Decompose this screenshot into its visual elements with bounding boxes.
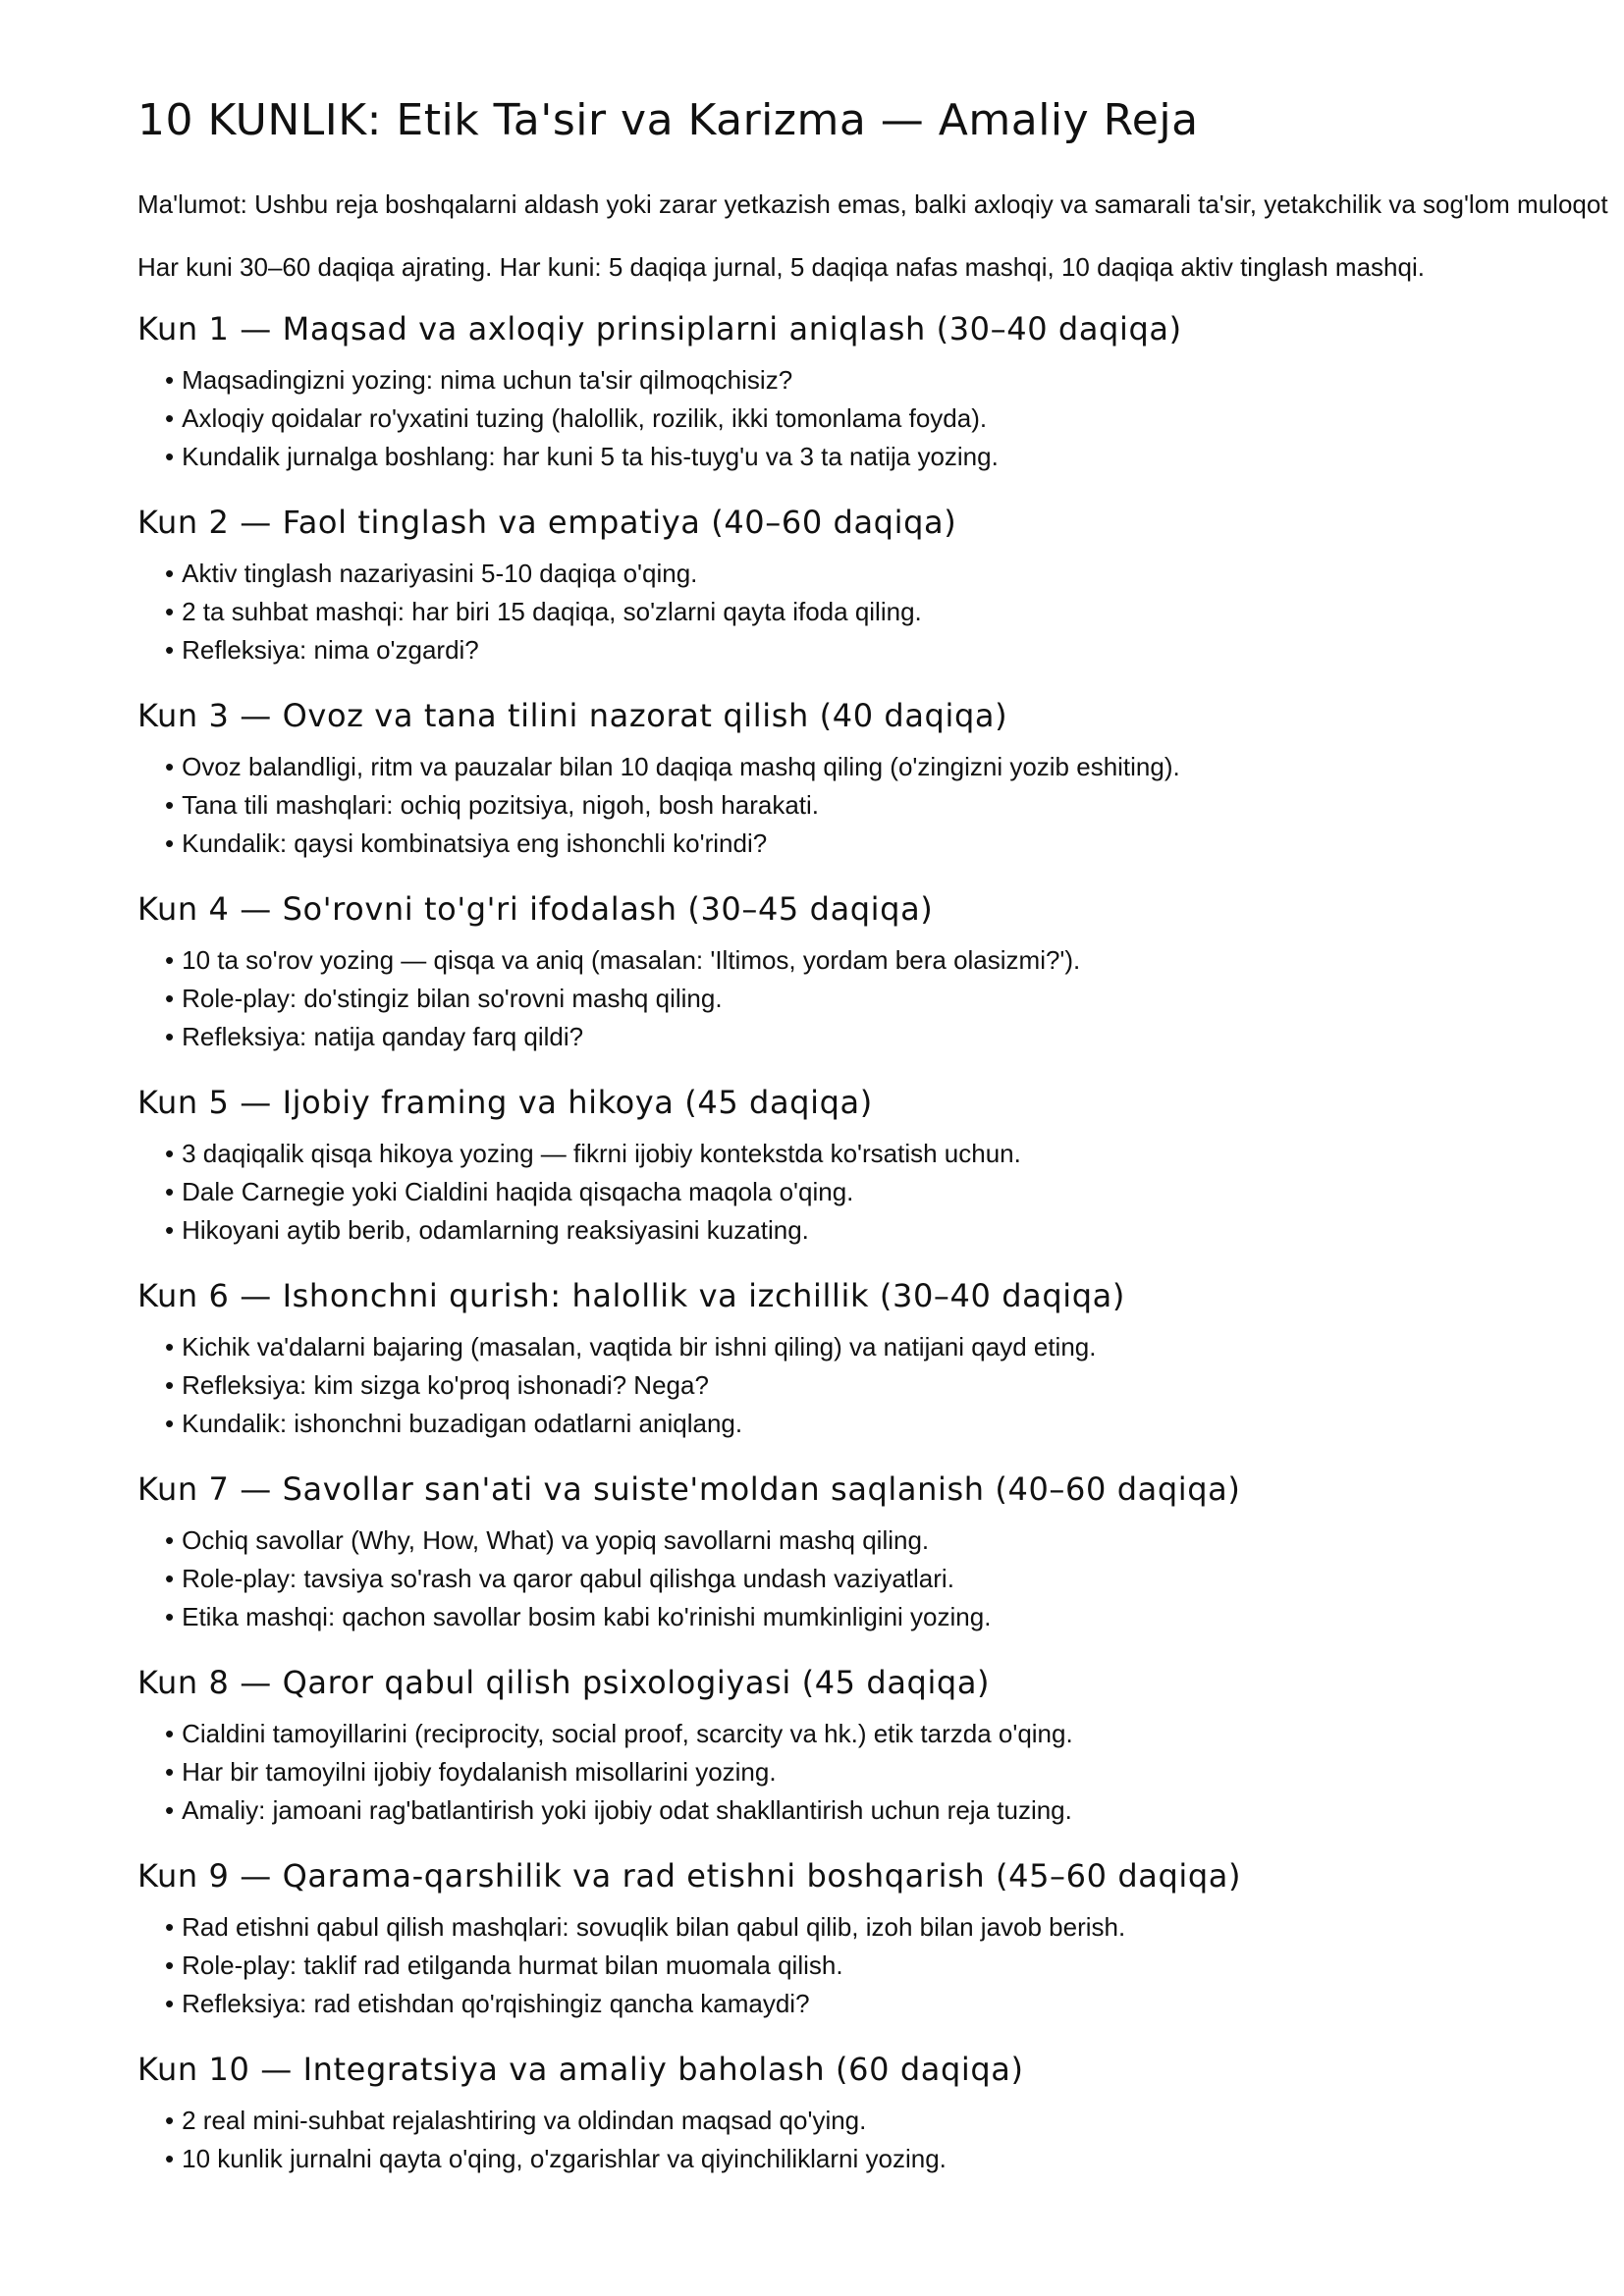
bullet-icon: •: [165, 1370, 175, 1400]
list-item-text: Dale Carnegie yoki Cialdini haqida qisqacha maqola o'qing.: [182, 1177, 854, 1206]
list-item-text: Maqsadingizni yozing: nima uchun ta'sir qilmoqchisiz?: [182, 365, 793, 395]
day-task-list: [137, 1135, 1624, 1250]
list-item-text: Role-play: taklif rad etilganda hurmat bilan muomala qilish.: [182, 1950, 843, 1980]
list-item-text: Refleksiya: kim sizga ko'proq ishonadi? Nega?: [182, 1370, 709, 1400]
list-item-text: Tana tili mashqlari: ochiq pozitsiya, nigoh, bosh harakati.: [182, 790, 820, 820]
bullet-icon: •: [165, 403, 175, 433]
day-heading: Kun 1 — Maqsad va axloqiy prinsiplarni aniqlash (30–40 daqiqa): [137, 310, 1182, 347]
list-item-text: Cialdini tamoyillarini (reciprocity, social proof, scarcity va hk.) etik tarzda o'qing.: [182, 1719, 1073, 1748]
list-item: [165, 1947, 1624, 1985]
list-item: [165, 1018, 1624, 1056]
day-section-6: [137, 1273, 1624, 1443]
list-item: [165, 1405, 1624, 1443]
day-task-list: [137, 555, 1624, 669]
bullet-icon: •: [165, 597, 175, 626]
day-heading: Kun 6 — Ishonchni qurish: halollik va izchillik (30–40 daqiqa): [137, 1277, 1125, 1314]
day-task-list: [137, 1522, 1624, 1636]
day-section-3: [137, 693, 1624, 863]
day-task-list: [137, 361, 1624, 476]
day-heading: Kun 2 — Faol tinglash va empatiya (40–60 daqiqa): [137, 504, 957, 541]
page-title: 10 KUNLIK: Etik Ta'sir va Karizma — Amaliy Reja: [137, 95, 1199, 145]
bullet-icon: •: [165, 828, 175, 858]
list-item: [165, 1173, 1624, 1211]
list-item-text: 2 ta suhbat mashqi: har biri 15 daqiqa, so'zlarni qayta ifoda qiling.: [182, 597, 922, 626]
list-item: [165, 400, 1624, 438]
day-heading: Kun 5 — Ijobiy framing va hikoya (45 daqiqa): [137, 1084, 873, 1121]
bullet-icon: •: [165, 1989, 175, 2018]
list-item-text: Kichik va'dalarni bajaring (masalan, vaqtida bir ishni qiling) va natijani qayd eting.: [182, 1332, 1097, 1362]
day-section-8: [137, 1660, 1624, 1830]
day-section-9: [137, 1853, 1624, 2023]
day-heading: Kun 10 — Integratsiya va amaliy baholash (60 daqiqa): [137, 2051, 1024, 2088]
bullet-icon: •: [165, 984, 175, 1013]
list-item-text: Kundalik: qaysi kombinatsiya eng ishonchli ko'rindi?: [182, 828, 768, 858]
bullet-icon: •: [165, 1719, 175, 1748]
list-item-text: Aktiv tinglash nazariyasini 5-10 daqiqa o'qing.: [182, 559, 698, 588]
list-item-text: Role-play: do'stingiz bilan so'rovni mashq qiling.: [182, 984, 723, 1013]
bullet-icon: •: [165, 1757, 175, 1787]
list-item-text: Ochiq savollar (Why, How, What) va yopiq savollarni mashq qiling.: [182, 1525, 930, 1555]
document-page: [137, 90, 1624, 2178]
bullet-icon: •: [165, 1602, 175, 1631]
list-item: [165, 1211, 1624, 1250]
list-item-text: Refleksiya: nima o'zgardi?: [182, 635, 479, 665]
intro-daily-routine: Har kuni 30–60 daqiqa ajrating. Har kuni: 5 daqiqa jurnal, 5 daqiqa nafas mashqi, 10 daqiqa aktiv tinglash mashqi.: [137, 252, 1425, 282]
list-item-text: 3 daqiqalik qisqa hikoya yozing — fikrni ijobiy kontekstda ko'rsatish uchun.: [182, 1139, 1021, 1168]
bullet-icon: •: [165, 1795, 175, 1825]
bullet-icon: •: [165, 365, 175, 395]
bullet-icon: •: [165, 2106, 175, 2135]
list-item: [165, 1908, 1624, 1947]
bullet-icon: •: [165, 752, 175, 781]
list-item-text: Har bir tamoyilni ijobiy foydalanish misollarini yozing.: [182, 1757, 777, 1787]
day-heading: Kun 8 — Qaror qabul qilish psixologiyasi (45 daqiqa): [137, 1664, 991, 1701]
bullet-icon: •: [165, 559, 175, 588]
day-section-4: [137, 886, 1624, 1056]
bullet-icon: •: [165, 635, 175, 665]
list-item: [165, 2140, 1624, 2178]
day-task-list: [137, 748, 1624, 863]
day-sections: [137, 306, 1624, 2178]
list-item-text: Ovoz balandligi, ritm va pauzalar bilan 10 daqiqa mashq qiling (o'zingizni yozib eshiting).: [182, 752, 1180, 781]
bullet-icon: •: [165, 790, 175, 820]
bullet-icon: •: [165, 1409, 175, 1438]
bullet-icon: •: [165, 1912, 175, 1942]
list-item-text: Rad etishni qabul qilish mashqlari: sovuqlik bilan qabul qilib, izoh bilan javob berish.: [182, 1912, 1126, 1942]
day-task-list: [137, 2102, 1624, 2178]
bullet-icon: •: [165, 1177, 175, 1206]
bullet-icon: •: [165, 442, 175, 471]
bullet-icon: •: [165, 1022, 175, 1051]
list-item: [165, 438, 1624, 476]
bullet-icon: •: [165, 1525, 175, 1555]
day-task-list: [137, 941, 1624, 1056]
day-heading: Kun 3 — Ovoz va tana tilini nazorat qilish (40 daqiqa): [137, 697, 1008, 734]
list-item: [165, 1328, 1624, 1366]
list-item: [165, 593, 1624, 631]
bullet-icon: •: [165, 1564, 175, 1593]
list-item: [165, 2102, 1624, 2140]
bullet-icon: •: [165, 2144, 175, 2173]
list-item-text: Refleksiya: rad etishdan qo'rqishingiz qancha kamaydi?: [182, 1989, 810, 2018]
list-item-text: 2 real mini-suhbat rejalashtiring va oldindan maqsad qo'ying.: [182, 2106, 867, 2135]
list-item: [165, 1522, 1624, 1560]
list-item: [165, 1985, 1624, 2023]
day-task-list: [137, 1328, 1624, 1443]
day-section-7: [137, 1467, 1624, 1636]
list-item-text: 10 ta so'rov yozing — qisqa va aniq (masalan: 'Iltimos, yordam bera olasizmi?').: [182, 945, 1081, 975]
list-item: [165, 1598, 1624, 1636]
list-item: [165, 941, 1624, 980]
list-item-text: Kundalik: ishonchni buzadigan odatlarni aniqlang.: [182, 1409, 743, 1438]
day-section-5: [137, 1080, 1624, 1250]
list-item-text: Kundalik jurnalga boshlang: har kuni 5 ta his-tuyg'u va 3 ta natija yozing.: [182, 442, 999, 471]
bullet-icon: •: [165, 1950, 175, 1980]
bullet-icon: •: [165, 1332, 175, 1362]
list-item: [165, 631, 1624, 669]
list-item-text: Etika mashqi: qachon savollar bosim kabi ko'rinishi mumkinligini yozing.: [182, 1602, 992, 1631]
list-item-text: Amaliy: jamoani rag'batlantirish yoki ijobiy odat shakllantirish uchun reja tuzing.: [182, 1795, 1072, 1825]
list-item: [165, 1753, 1624, 1791]
list-item: [165, 555, 1624, 593]
list-item: [165, 1791, 1624, 1830]
list-item: [165, 1366, 1624, 1405]
list-item-text: Role-play: tavsiya so'rash va qaror qabul qilishga undash vaziyatlari.: [182, 1564, 954, 1593]
bullet-icon: •: [165, 1139, 175, 1168]
list-item: [165, 1715, 1624, 1753]
day-task-list: [137, 1715, 1624, 1830]
day-section-1: [137, 306, 1624, 476]
day-task-list: [137, 1908, 1624, 2023]
list-item: [165, 361, 1624, 400]
list-item-text: Axloqiy qoidalar ro'yxatini tuzing (halollik, rozilik, ikki tomonlama foyda).: [182, 403, 988, 433]
list-item: [165, 748, 1624, 786]
day-heading: Kun 4 — So'rovni to'g'ri ifodalash (30–45 daqiqa): [137, 890, 934, 928]
day-heading: Kun 7 — Savollar san'ati va suiste'moldan saqlanish (40–60 daqiqa): [137, 1470, 1241, 1508]
bullet-icon: •: [165, 945, 175, 975]
day-section-10: [137, 2047, 1624, 2178]
list-item-text: 10 kunlik jurnalni qayta o'qing, o'zgarishlar va qiyinchiliklarni yozing.: [182, 2144, 947, 2173]
list-item: [165, 825, 1624, 863]
day-section-2: [137, 500, 1624, 669]
list-item-text: Refleksiya: natija qanday farq qildi?: [182, 1022, 584, 1051]
day-heading: Kun 9 — Qarama-qarshilik va rad etishni boshqarish (45–60 daqiqa): [137, 1857, 1242, 1895]
intro-note: Ma'lumot: Ushbu reja boshqalarni aldash yoki zarar yetkazish emas, balki axloqiy va samarali ta'sir, yetakchilik va sog'lom muloqot: [137, 189, 1608, 219]
list-item: [165, 980, 1624, 1018]
list-item: [165, 786, 1624, 825]
list-item: [165, 1560, 1624, 1598]
bullet-icon: •: [165, 1215, 175, 1245]
list-item: [165, 1135, 1624, 1173]
list-item-text: Hikoyani aytib berib, odamlarning reaksiyasini kuzating.: [182, 1215, 809, 1245]
